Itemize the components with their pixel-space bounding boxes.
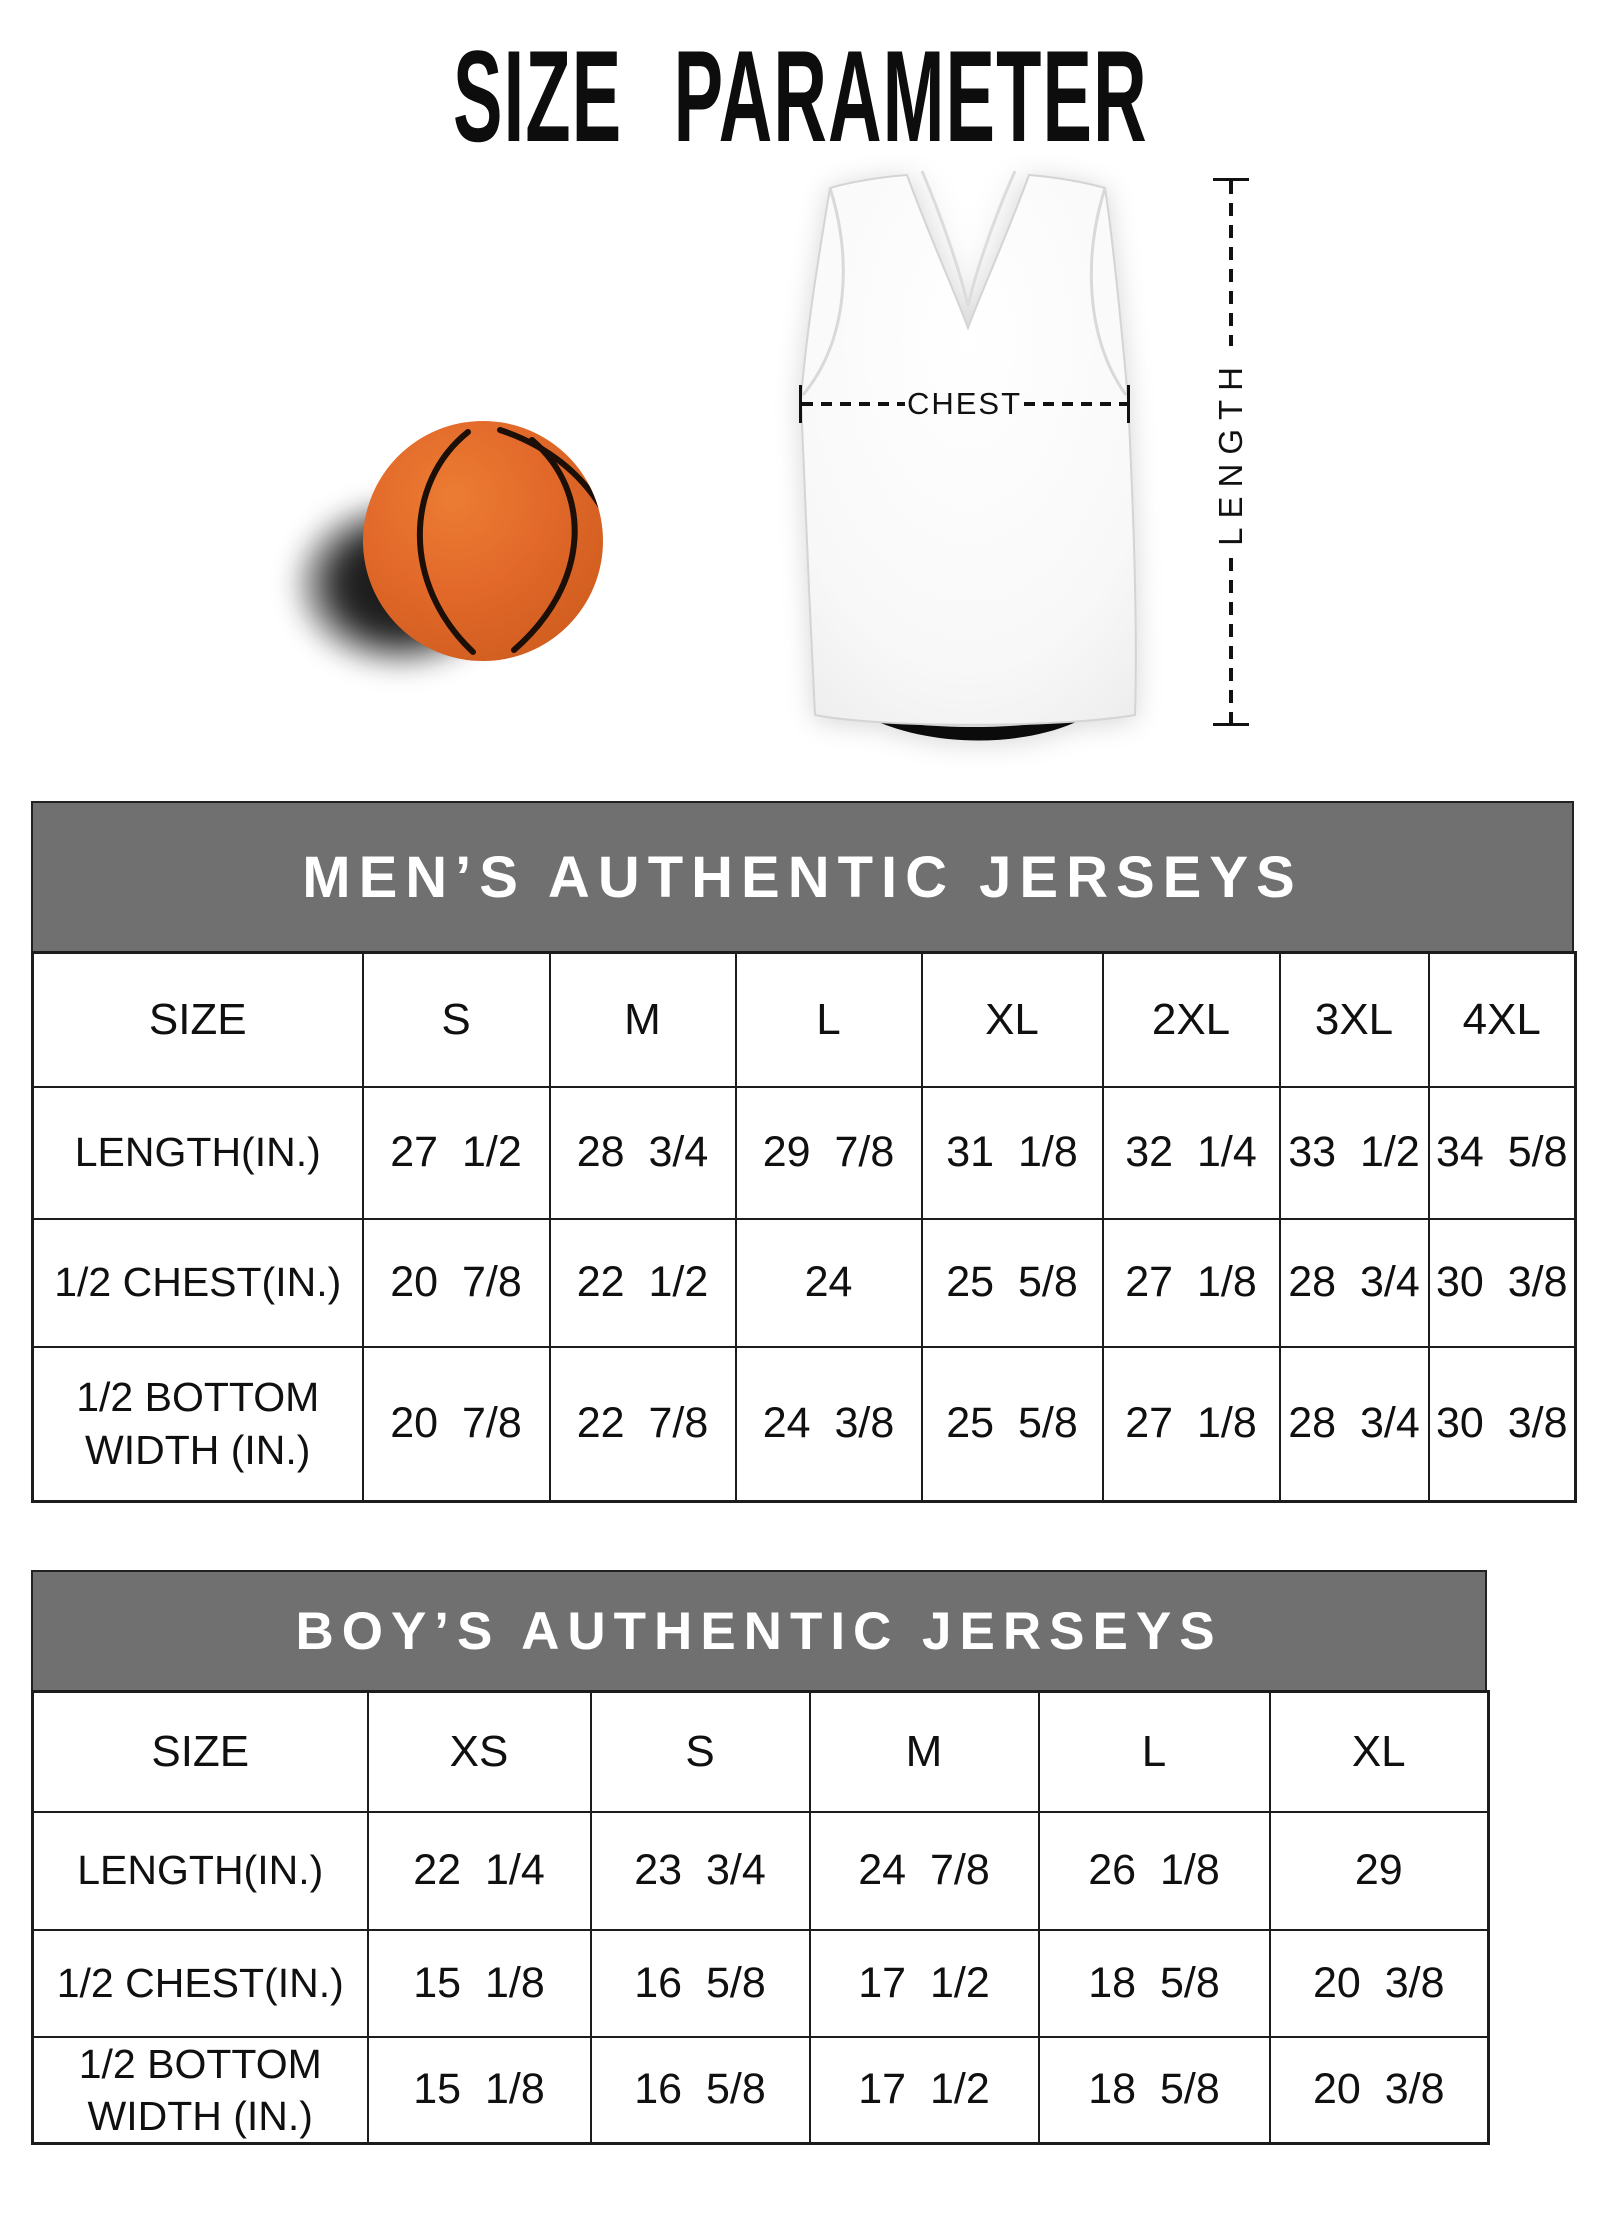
value-cell bbox=[1429, 1219, 1576, 1347]
value-cell bbox=[368, 1930, 591, 2037]
value-cell bbox=[363, 1219, 550, 1347]
measurement-row bbox=[33, 1347, 1576, 1502]
col-header-3xl-text: 3XL bbox=[1314, 994, 1394, 1044]
value-cell-text: 27 1/2 bbox=[390, 1128, 522, 1176]
col-header-xs-text: XS bbox=[449, 1726, 509, 1776]
col-header-l-text: L bbox=[1141, 1726, 1167, 1776]
value-cell bbox=[810, 2037, 1039, 2144]
value-cell-text: 16 5/8 bbox=[634, 2065, 766, 2114]
value-cell bbox=[1270, 1930, 1489, 2037]
value-cell bbox=[1280, 1347, 1429, 1502]
size-header-cell bbox=[33, 953, 363, 1087]
jersey-body bbox=[801, 175, 1136, 725]
value-cell bbox=[1103, 1347, 1280, 1502]
measurement-row bbox=[33, 2037, 1489, 2144]
value-cell-text: 18 5/8 bbox=[1088, 2065, 1220, 2114]
value-cell bbox=[1039, 1930, 1270, 2037]
col-header-l-text: L bbox=[816, 994, 841, 1044]
value-cell bbox=[922, 1087, 1103, 1219]
value-cell bbox=[368, 1812, 591, 1930]
value-cell-text: 32 1/4 bbox=[1125, 1128, 1257, 1176]
size-header-row bbox=[33, 953, 1576, 1087]
value-cell bbox=[1039, 2037, 1270, 2144]
col-header-2xl-text: 2XL bbox=[1151, 994, 1231, 1044]
col-header-2xl bbox=[1103, 953, 1280, 1087]
value-cell bbox=[736, 1219, 922, 1347]
col-header-4xl bbox=[1429, 953, 1576, 1087]
value-cell bbox=[736, 1087, 922, 1219]
length-measure-line bbox=[1208, 178, 1254, 726]
value-cell bbox=[363, 1347, 550, 1502]
mens-table-title-band bbox=[31, 801, 1574, 951]
length-label: LENGTH bbox=[1212, 358, 1249, 546]
measurement-row bbox=[33, 1812, 1489, 1930]
col-header-m-text: M bbox=[624, 994, 661, 1044]
size-header-cell-text: SIZE bbox=[148, 994, 247, 1044]
size-header-row bbox=[33, 1692, 1489, 1812]
value-cell-text: 20 3/8 bbox=[1312, 2065, 1445, 2114]
col-header-4xl-text: 4XL bbox=[1462, 994, 1541, 1044]
value-cell-text: 24 bbox=[804, 1258, 853, 1306]
value-cell bbox=[1429, 1347, 1576, 1502]
length-dash-bottom bbox=[1229, 558, 1233, 723]
value-cell-text: 15 1/8 bbox=[413, 1958, 545, 2007]
value-cell-text: 29 7/8 bbox=[762, 1128, 895, 1176]
value-cell bbox=[1429, 1087, 1576, 1219]
measurement-row bbox=[33, 1219, 1576, 1347]
boys-size-table bbox=[31, 1570, 1487, 2145]
value-cell-text: 33 1/2 bbox=[1288, 1128, 1420, 1176]
value-cell-text: 22 7/8 bbox=[576, 1399, 709, 1448]
boys-table-title: BOY’S AUTHENTIC JERSEYS bbox=[295, 1601, 1223, 1661]
row-label-cell-text: LENGTH(IN.) bbox=[74, 1129, 321, 1176]
col-header-s bbox=[363, 953, 550, 1087]
col-header-s-text: S bbox=[441, 994, 471, 1044]
col-header-l bbox=[1039, 1692, 1270, 1812]
basketball-icon bbox=[360, 418, 606, 664]
row-label-cell-text: 1/2 CHEST(IN.) bbox=[54, 1259, 342, 1306]
value-cell-text: 34 5/8 bbox=[1435, 1128, 1568, 1176]
mens-size-grid bbox=[31, 951, 1577, 1503]
row-label-cell bbox=[33, 1812, 368, 1930]
col-header-m-text: M bbox=[905, 1726, 943, 1776]
value-cell bbox=[922, 1347, 1103, 1502]
value-cell-text: 23 3/4 bbox=[634, 1846, 766, 1894]
value-cell-text: 17 1/2 bbox=[858, 1958, 990, 2007]
value-cell bbox=[368, 2037, 591, 2144]
size-header-cell bbox=[33, 1692, 368, 1812]
col-header-m bbox=[550, 953, 736, 1087]
row-label-cell bbox=[33, 1219, 363, 1347]
value-cell bbox=[1280, 1219, 1429, 1347]
value-cell-text: 20 7/8 bbox=[390, 1258, 522, 1306]
row-label-cell bbox=[33, 2037, 368, 2144]
value-cell-text: 29 bbox=[1354, 1846, 1403, 1894]
col-header-xl-text: XL bbox=[1351, 1726, 1406, 1776]
value-cell-text: 27 1/8 bbox=[1125, 1399, 1257, 1448]
value-cell-text: 16 5/8 bbox=[634, 1958, 766, 2007]
measurement-row bbox=[33, 1930, 1489, 2037]
col-header-xl-text: XL bbox=[985, 994, 1039, 1044]
value-cell-text: 24 3/8 bbox=[762, 1399, 895, 1448]
row-label-cell-text: LENGTH(IN.) bbox=[77, 1847, 324, 1894]
row-label-cell bbox=[33, 1087, 363, 1219]
value-cell-text: 26 1/8 bbox=[1088, 1846, 1220, 1894]
chest-tick-right bbox=[1127, 385, 1130, 423]
value-cell-text: 24 7/8 bbox=[858, 1846, 990, 1894]
col-header-3xl bbox=[1280, 953, 1429, 1087]
value-cell bbox=[591, 1812, 810, 1930]
value-cell bbox=[1270, 2037, 1489, 2144]
row-label-cell-text: 1/2 BOTTOM WIDTH (IN.) bbox=[76, 1374, 320, 1473]
value-cell bbox=[363, 1087, 550, 1219]
value-cell bbox=[550, 1087, 736, 1219]
size-header-cell-text: SIZE bbox=[151, 1726, 250, 1776]
chest-dash-right bbox=[1024, 402, 1127, 406]
col-header-s bbox=[591, 1692, 810, 1812]
value-cell-text: 18 5/8 bbox=[1088, 1958, 1220, 2007]
page-title bbox=[0, 23, 1600, 169]
value-cell bbox=[1103, 1087, 1280, 1219]
page-title-text: SIZE PARAMETER bbox=[452, 23, 1148, 169]
value-cell bbox=[591, 2037, 810, 2144]
chest-label: CHEST bbox=[906, 386, 1023, 421]
value-cell bbox=[550, 1347, 736, 1502]
row-label-cell bbox=[33, 1930, 368, 2037]
value-cell-text: 20 3/8 bbox=[1312, 1958, 1445, 2007]
value-cell bbox=[591, 1930, 810, 2037]
col-header-l bbox=[736, 953, 922, 1087]
value-cell-text: 30 3/8 bbox=[1435, 1399, 1568, 1448]
value-cell-text: 28 3/4 bbox=[1288, 1258, 1420, 1306]
basketball-body bbox=[363, 421, 603, 661]
length-cap-bottom bbox=[1213, 723, 1249, 726]
mens-size-table bbox=[31, 801, 1574, 1503]
value-cell-text: 20 7/8 bbox=[390, 1399, 522, 1448]
col-header-m bbox=[810, 1692, 1039, 1812]
value-cell-text: 17 1/2 bbox=[858, 2065, 990, 2114]
row-label-cell bbox=[33, 1347, 363, 1502]
boys-table-title-band bbox=[31, 1570, 1487, 1690]
row-label-cell-text: 1/2 BOTTOM WIDTH (IN.) bbox=[78, 2040, 322, 2139]
col-header-xl bbox=[922, 953, 1103, 1087]
chest-measure-line bbox=[799, 385, 1130, 423]
value-cell-text: 28 3/4 bbox=[1288, 1399, 1420, 1448]
value-cell bbox=[922, 1219, 1103, 1347]
row-label-cell-text: 1/2 CHEST(IN.) bbox=[56, 1959, 344, 2006]
value-cell bbox=[1039, 1812, 1270, 1930]
col-header-xs bbox=[368, 1692, 591, 1812]
value-cell bbox=[810, 1812, 1039, 1930]
value-cell-text: 27 1/8 bbox=[1125, 1258, 1257, 1306]
value-cell bbox=[550, 1219, 736, 1347]
value-cell bbox=[1103, 1219, 1280, 1347]
value-cell-text: 15 1/8 bbox=[413, 2065, 545, 2114]
chest-dash-left bbox=[802, 402, 905, 406]
length-dash-top bbox=[1229, 181, 1233, 346]
value-cell-text: 22 1/4 bbox=[413, 1846, 545, 1894]
boys-size-grid bbox=[31, 1690, 1490, 2145]
col-header-xl bbox=[1270, 1692, 1489, 1812]
value-cell-text: 30 3/8 bbox=[1435, 1258, 1568, 1306]
value-cell-text: 28 3/4 bbox=[576, 1128, 709, 1176]
value-cell bbox=[1270, 1812, 1489, 1930]
value-cell-text: 25 5/8 bbox=[946, 1258, 1078, 1306]
value-cell bbox=[1280, 1087, 1429, 1219]
jersey-illustration bbox=[770, 163, 1160, 745]
value-cell-text: 22 1/2 bbox=[576, 1258, 709, 1306]
mens-table-title: MEN’S AUTHENTIC JERSEYS bbox=[302, 844, 1303, 910]
value-cell bbox=[736, 1347, 922, 1502]
measurement-row bbox=[33, 1087, 1576, 1219]
col-header-s-text: S bbox=[685, 1726, 715, 1776]
value-cell bbox=[810, 1930, 1039, 2037]
value-cell-text: 25 5/8 bbox=[946, 1399, 1078, 1448]
value-cell-text: 31 1/8 bbox=[946, 1128, 1078, 1176]
